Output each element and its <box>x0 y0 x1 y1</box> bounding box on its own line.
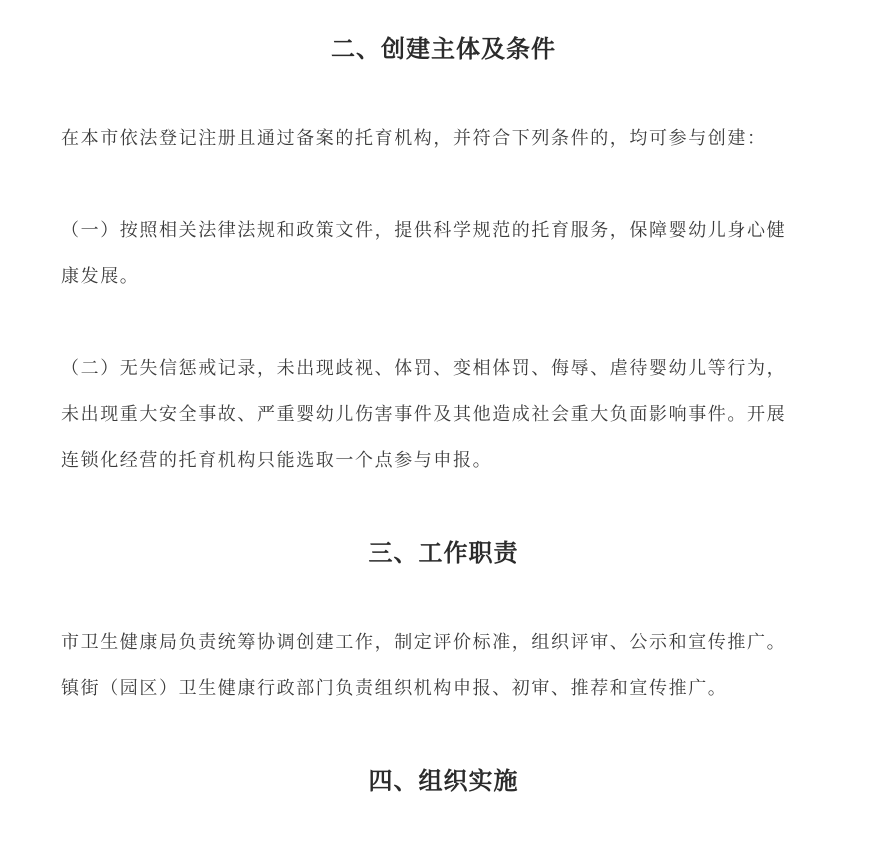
text-line: 镇街（园区）卫生健康行政部门负责组织机构申报、初审、推荐和宣传推广。 <box>61 678 728 699</box>
paragraph-eligibility-intro <box>61 116 836 162</box>
text-line: 在本市依法登记注册且通过备案的托育机构，并符合下列条件的，均可参与创建： <box>61 128 767 149</box>
section-heading-implementation: 四、组织实施 <box>368 767 519 795</box>
text-line: （二）无失信惩戒记录，未出现歧视、体罚、变相体罚、侮辱、虐待婴幼儿等行为， <box>61 358 787 379</box>
text-line: 康发展。 <box>61 266 140 287</box>
paragraph-condition-2 <box>61 346 836 484</box>
section-heading-responsibilities: 三、工作职责 <box>368 539 519 567</box>
section-heading-creation-subject: 二、创建主体及条件 <box>331 35 556 63</box>
paragraph-responsibilities <box>61 620 836 712</box>
text-line: 市卫生健康局负责统筹协调创建工作，制定评价标准，组织评审、公示和宣传推广。 <box>61 632 787 653</box>
text-line: 连锁化经营的托育机构只能选取一个点参与申报。 <box>61 450 493 471</box>
paragraph-condition-1 <box>61 208 836 300</box>
text-line: （一）按照相关法律法规和政策文件，提供科学规范的托育服务，保障婴幼儿身心健 <box>61 220 787 241</box>
text-line: 未出现重大安全事故、严重婴幼儿伤害事件及其他造成社会重大负面影响事件。开展 <box>61 404 787 425</box>
